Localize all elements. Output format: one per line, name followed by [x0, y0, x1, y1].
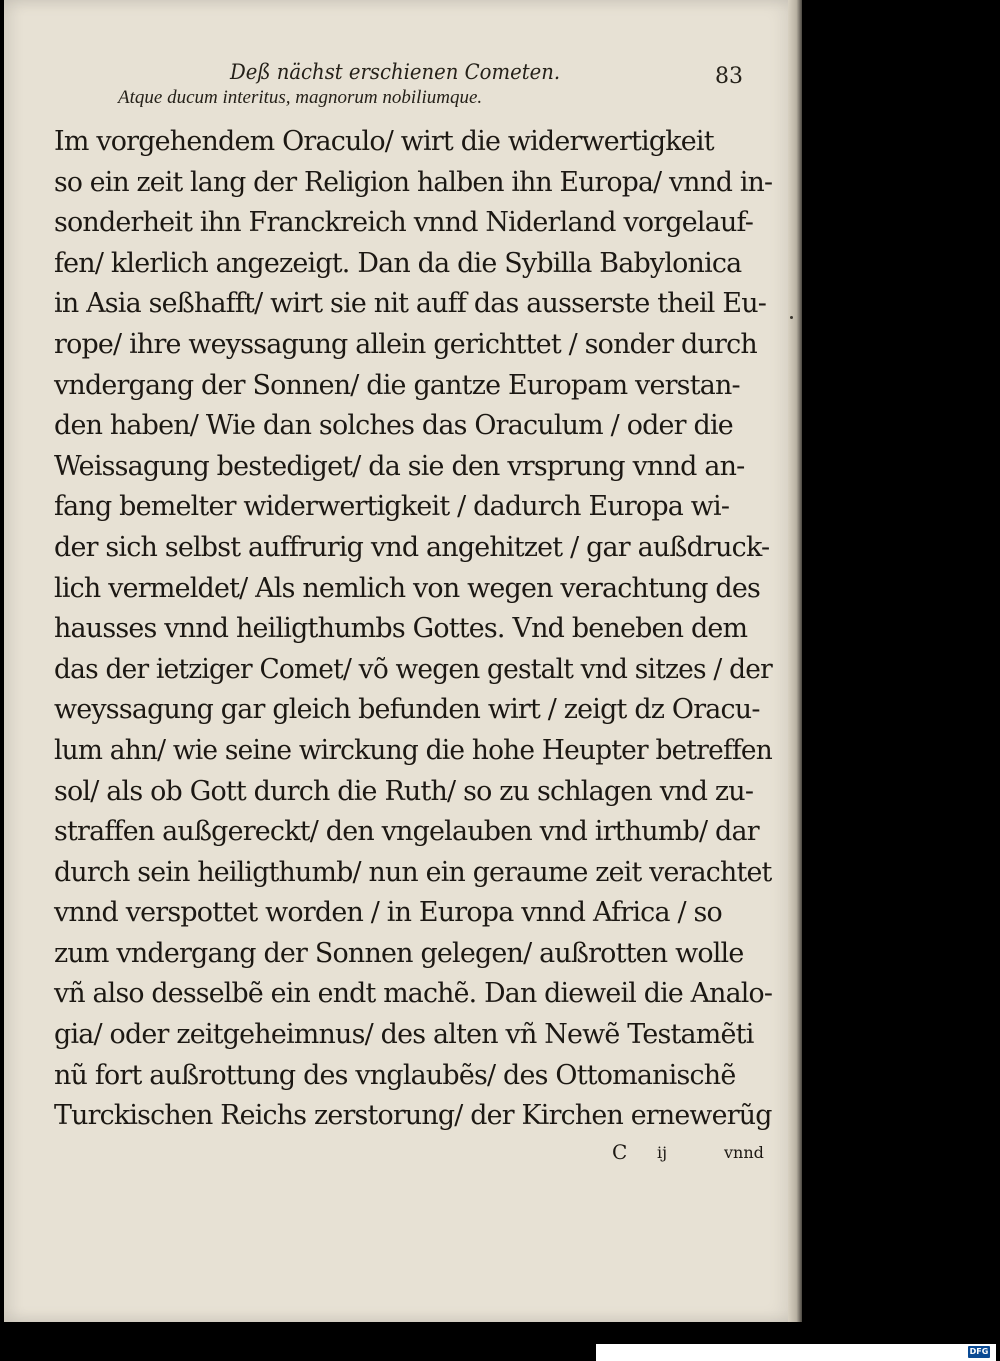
text-line: hausses vnnd heiligthumbs Gottes. Vnd beneben dem — [54, 613, 748, 645]
text-line: den haben/ Wie dan solches das Oraculum / oder die — [54, 410, 733, 442]
body-text — [54, 122, 774, 1137]
text-line: durch sein heiligthumb/ nun ein geraume zeit verachtet — [54, 856, 772, 888]
text-line: Im vorgehendem Oraculo/ wirt die widerwertigkeit — [54, 126, 714, 157]
ink-speck — [790, 316, 793, 319]
text-line: weyssagung gar gleich befunden wirt / zeigt dz Oracu- — [54, 694, 760, 726]
text-line: Weissagung bestediget/ da sie den vrsprung vnnd an- — [54, 450, 745, 482]
text-line: nũ fort außrottung des vnglaubẽs/ des Ottomanischẽ — [54, 1059, 736, 1091]
text-line: vndergang der Sonnen/ die gantze Europam verstan- — [54, 369, 740, 401]
text-line: lich vermeldet/ Als nemlich von wegen verachtung des — [54, 572, 761, 604]
signature-number: ij — [657, 1143, 668, 1162]
footer-bar — [596, 1344, 996, 1361]
page-number: 83 — [715, 64, 743, 89]
text-line: zum vndergang der Sonnen gelegen/ außrotten wolle — [54, 937, 744, 969]
text-line: gia/ oder zeitgeheimnus/ des alten vñ Newẽ Testamẽti — [54, 1019, 754, 1051]
latin-motto: Atque ducum interitus, magnorum nobiliumque. — [118, 87, 483, 108]
dfg-logo: DFG — [969, 1347, 989, 1356]
text-line: sonderheit ihn Franckreich vnnd Niderland vorgelauf- — [54, 207, 754, 239]
text-line: fen/ klerlich angezeigt. Dan da die Sybilla Babylonica — [54, 247, 742, 279]
text-line: fang bemelter widerwertigkeit / dadurch Europa wi- — [54, 491, 730, 523]
text-line: in Asia seßhafft/ wirt sie nit auff das ausserste theil Eu- — [54, 288, 767, 320]
text-line: der sich selbst auffrurig vnd angehitzet / gar außdruck- — [54, 531, 770, 563]
text-line: lum ahn/ wie seine wirckung die hohe Heupter betreffen — [54, 734, 773, 766]
text-line: so ein zeit lang der Religion halben ihn Europa/ vnnd in- — [54, 166, 773, 198]
text-line: Turckischen Reichs zerstorung/ der Kirchen ernewerũg — [54, 1100, 772, 1132]
text-line: vnnd verspottet worden / in Europa vnnd Africa / so — [54, 897, 722, 929]
text-line: rope/ ihre weyssagung allein gerichttet / sonder durch — [54, 328, 757, 360]
text-line: das der ietziger Comet/ võ wegen gestalt vnd sitzes / der — [54, 653, 772, 685]
running-title: Deß nächst erschienen Cometen. — [230, 60, 561, 84]
text-line: sol/ als ob Gott durch die Ruth/ so zu schlagen vnd zu- — [54, 775, 754, 807]
signature-mark: C — [612, 1140, 628, 1164]
text-line: straffen außgereckt/ den vngelauben vnd irthumb/ dar — [54, 816, 759, 848]
text-line: vñ also desselbẽ ein endt machẽ. Dan dieweil die Analo- — [54, 978, 773, 1010]
funding-credit: Digitalisierung gefördert durch die Deutsche Forschungsgemeinschaft - — [208, 1345, 591, 1357]
catchword: vnnd — [724, 1143, 764, 1162]
page-edge — [788, 0, 802, 1322]
